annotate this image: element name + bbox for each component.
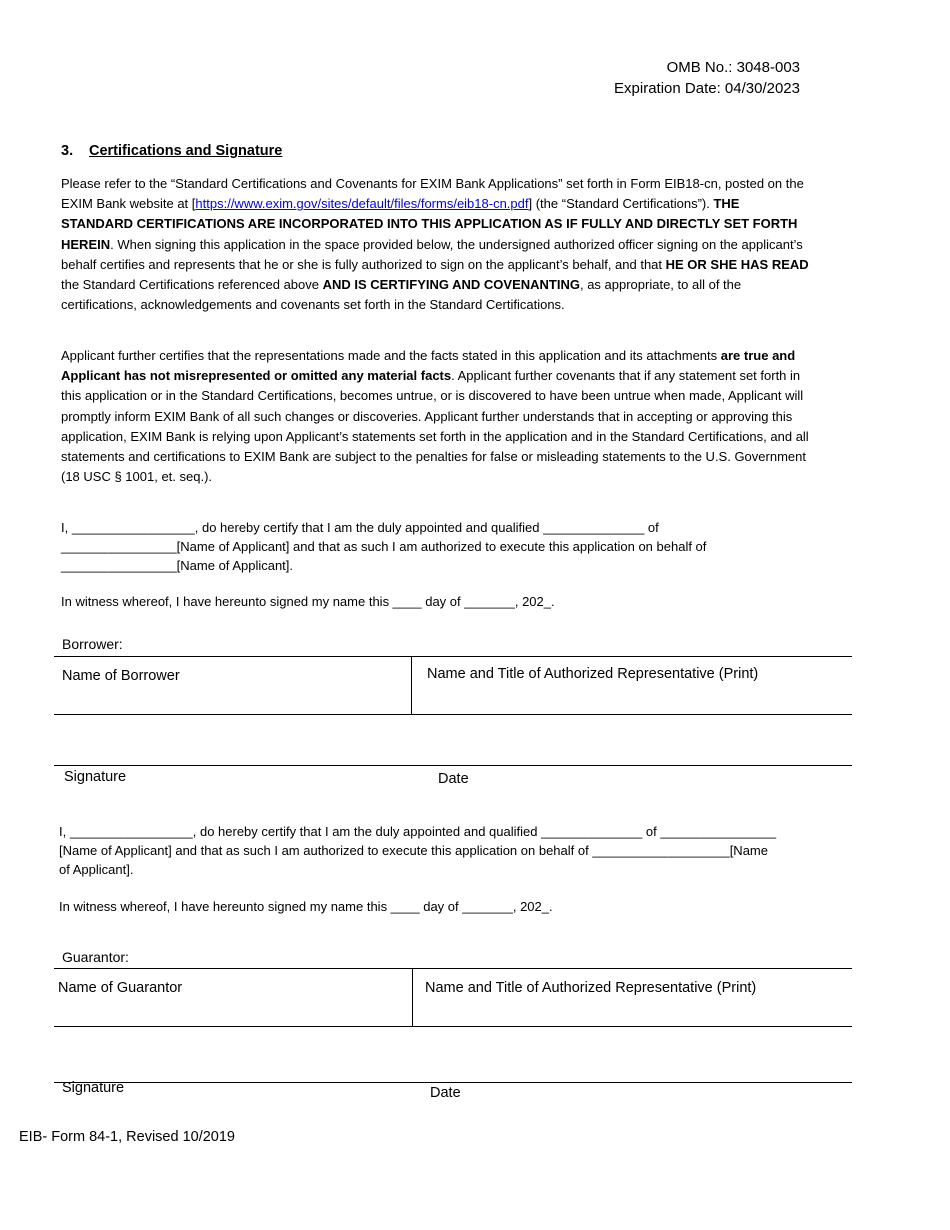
guarantor-signature-field[interactable]: Signature <box>62 1080 125 1096</box>
borrower-cert-line-1: I, _________________, do hereby certify that I am the duly appointed and qualified ______________ of <box>61 520 659 535</box>
paragraph1-bold-1: THE STANDARD CERTIFICATIONS ARE INCORPORATED INTO THIS APPLICATION AS IF FULLY AND DIRECTLY SET FORTH HEREIN <box>61 196 798 252</box>
borrower-representative-field[interactable]: Name and Title of Authorized Representative (Print) <box>427 666 759 682</box>
guarantor-date-field[interactable]: Date <box>430 1085 461 1101</box>
omb-header <box>614 57 800 99</box>
borrower-signature-line <box>54 765 852 766</box>
section-title-text: Certifications and Signature <box>89 143 283 159</box>
guarantor-table-divider <box>412 968 413 1027</box>
name-of-guarantor-field[interactable]: Name of Guarantor <box>58 980 183 996</box>
borrower-certification <box>61 518 851 575</box>
borrower-table-bottom-border <box>54 714 852 715</box>
guarantor-representative-field[interactable]: Name and Title of Authorized Representative (Print) <box>425 980 757 996</box>
section-number: 3. <box>61 143 74 159</box>
paragraph1-text-4: the Standard Certifications referenced above <box>61 277 323 293</box>
paragraph-applicant-certifies <box>61 346 813 487</box>
guarantor-cert-line-1: I, _________________, do hereby certify that I am the duly appointed and qualified ______________ of ________________ <box>59 824 777 839</box>
paragraph-standard-certifications <box>61 174 813 315</box>
guarantor-cert-line-3: of Applicant]. <box>59 862 134 877</box>
guarantor-label: Guarantor: <box>62 949 129 965</box>
borrower-signature-field[interactable]: Signature <box>64 769 127 785</box>
paragraph2-text-1: Applicant further certifies that the representations made and the facts stated in this application and its attachments <box>61 348 721 363</box>
borrower-date-field[interactable]: Date <box>438 771 469 787</box>
borrower-cert-line-2: ________________[Name of Applicant] and that as such I am authorized to execute this application on behalf of <box>61 539 707 554</box>
borrower-table-top-border <box>54 656 852 657</box>
paragraph2-text-2: . Applicant further covenants that if any statement set forth in this application or in the Standard Certifications, becomes untrue, or is discovered to have been untrue when made, Applicant will promptly inform EXIM Bank of all such changes or discoveries. Applicant further understands that in accepting or approving this application, EXIM Bank is relying upon Applicant’s statements set forth in the application and in the Standard Certifications, and all statements and certifications to EXIM Bank are subject to the penalties for false or misleading statements to the U.S. Government (18 USC § 1001, et. seq.). <box>61 368 809 485</box>
paragraph2-bold-1: are true and Applicant has not misrepresented or omitted any material facts <box>61 348 796 384</box>
certifications-link[interactable]: https://www.exim.gov/sites/default/files/forms/eib18-cn.pdf <box>195 196 529 212</box>
guarantor-witness-statement: In witness whereof, I have hereunto signed my name this ____ day of _______, 202_. <box>59 899 553 914</box>
guarantor-table-bottom-border <box>54 1026 852 1027</box>
paragraph1-text-3: . When signing this application in the space provided below, the undersigned authorized officer signing on the applicant’s behalf certifies and represents that he or she is fully authorized to sign on the applicant’s behalf, and that <box>61 236 803 272</box>
paragraph1-text-2: ] (the “Standard Certifications”). <box>528 196 714 212</box>
borrower-table-divider <box>411 656 412 715</box>
name-of-borrower-field[interactable]: Name of Borrower <box>62 668 180 684</box>
guarantor-table-top-border <box>54 968 852 969</box>
section-title <box>61 143 282 159</box>
guarantor-certification <box>59 822 849 879</box>
expiration-date: Expiration Date: 04/30/2023 <box>614 80 800 97</box>
form-footer: EIB- Form 84-1, Revised 10/2019 <box>19 1129 235 1145</box>
paragraph1-text-5: , as appropriate, to all of the certifications, acknowledgements and covenants set forth in the Standard Certifications. <box>61 277 742 313</box>
borrower-witness-statement: In witness whereof, I have hereunto signed my name this ____ day of _______, 202_. <box>61 594 555 609</box>
paragraph1-bold-3: AND IS CERTIFYING AND COVENANTING <box>322 277 580 293</box>
guarantor-signature-line <box>54 1082 852 1083</box>
guarantor-cert-line-2: [Name of Applicant] and that as such I am authorized to execute this application on behalf of ___________________[Name <box>59 843 768 858</box>
omb-number: OMB No.: 3048-003 <box>666 59 800 76</box>
borrower-label: Borrower: <box>62 636 123 652</box>
borrower-cert-line-3: ________________[Name of Applicant]. <box>61 558 294 573</box>
paragraph1-text-1: Please refer to the “Standard Certifications and Covenants for EXIM Bank Applications” set forth in Form EIB18-cn, posted on the EXIM Bank website at [ <box>61 176 804 212</box>
paragraph1-bold-2: HE OR SHE HAS READ <box>665 256 809 272</box>
